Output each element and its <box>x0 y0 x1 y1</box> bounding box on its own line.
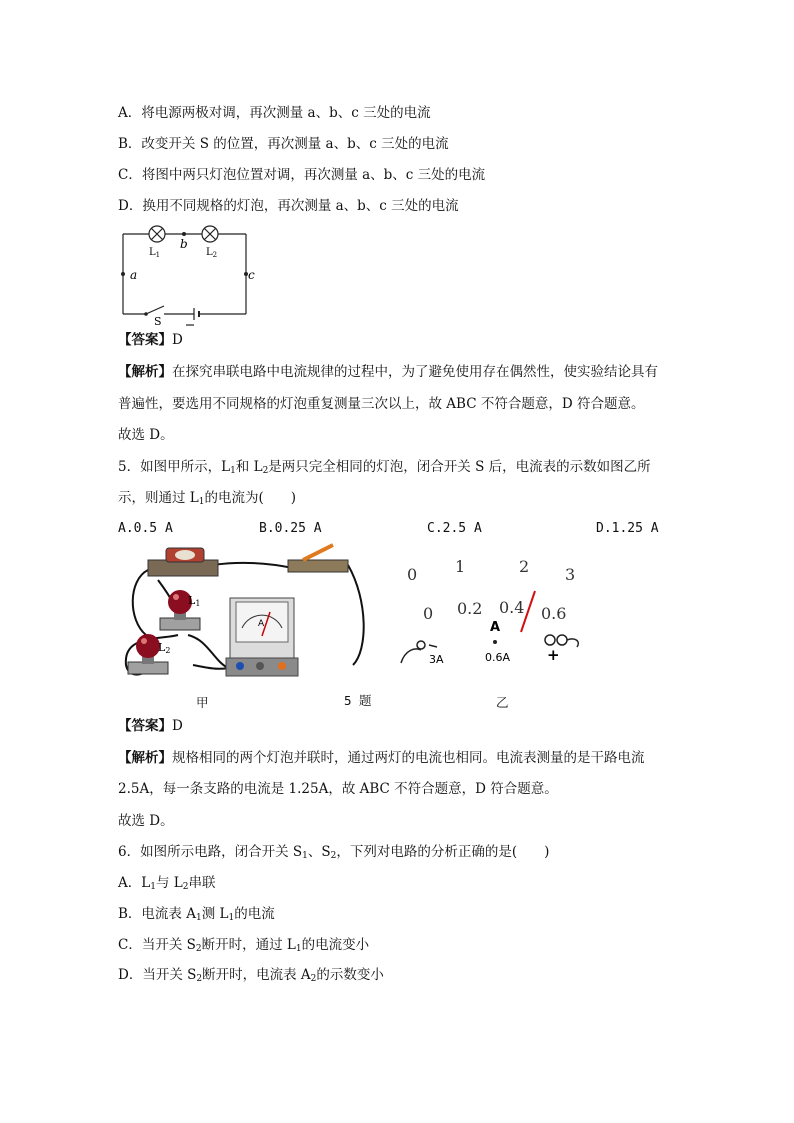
q6-option-a: A．$L_1$与 $L_2$串联 <box>118 875 216 892</box>
q4-option-b: B．改变开关 S 的位置，再次测量 a、b、c 三处的电流 <box>118 136 449 152</box>
q5-option-c: C.2.5 A <box>427 521 482 536</box>
q5-analysis-line1: 【解析】规格相同的两个灯泡并联时，通过两灯的电流也相同。电流表测量的是干路电流 <box>118 750 645 766</box>
q5-answer: 【答案】D <box>118 718 183 734</box>
svg-text:S: S <box>154 315 162 327</box>
figure-caption-yi: 乙 <box>496 695 509 710</box>
svg-text:0: 0 <box>423 604 434 623</box>
figure-caption-jia: 甲 <box>196 695 209 710</box>
q4-analysis-line2: 普遍性，要选用不同规格的灯泡重复测量三次以上，故 ABC 不符合题意，D 符合题意。 <box>118 396 645 412</box>
q5-option-b: B.0.25 A <box>259 521 322 536</box>
svg-text:0.2: 0.2 <box>457 599 483 618</box>
q5-stem-line2: 示，则通过 $L_1$的电流为( ) <box>118 490 297 507</box>
q4-option-c: C．将图中两只灯泡位置对调，再次测量 a、b、c 三处的电流 <box>118 167 486 183</box>
q6-stem: 6．如图所示电路，闭合开关 $S_1$、$S_2$，下列对电路的分析正确的是( ) <box>118 844 550 861</box>
svg-text:b: b <box>180 237 188 251</box>
series-circuit-diagram <box>118 222 268 327</box>
svg-text:3: 3 <box>565 565 576 584</box>
parallel-circuit-photo <box>118 540 368 690</box>
svg-text:c: c <box>248 268 255 282</box>
svg-text:2: 2 <box>519 557 530 576</box>
svg-text:0: 0 <box>407 565 418 584</box>
q5-option-a: A.0.5 A <box>118 521 173 536</box>
q5-conclusion: 故选 D。 <box>118 813 174 829</box>
q4-conclusion: 故选 D。 <box>118 427 174 443</box>
svg-text:L1: $L_1$ <box>149 247 161 259</box>
q4-option-d: D．换用不同规格的灯泡，再次测量 a、b、c 三处的电流 <box>118 198 459 214</box>
svg-text:+: + <box>547 646 560 664</box>
svg-text:1: 1 <box>455 557 466 576</box>
q6-option-b: B．电流表 $A_1$测 $L_1$的电流 <box>118 906 275 923</box>
svg-text:L2: L2 <box>158 641 171 655</box>
svg-text:a: a <box>130 268 138 282</box>
parallel-circuit-illustration <box>118 540 368 690</box>
q5-analysis-line2: 2.5A，每一条支路的电流是 1.25A，故 ABC 不符合题意，D 符合题意。 <box>118 781 558 797</box>
svg-text:0.6A: 0.6A <box>485 651 511 664</box>
q6-option-d: D．当开关 $S_2$断开时，电流表 $A_2$的示数变小 <box>118 967 384 984</box>
svg-text:A: A <box>258 619 265 629</box>
figure-number: 5 题 <box>344 693 372 708</box>
svg-text:L2: $L_2$ <box>206 247 218 259</box>
svg-text:0.6: 0.6 <box>541 604 567 623</box>
q4-answer: 【答案】D <box>118 332 183 348</box>
q5-option-d: D.1.25 A <box>596 521 659 536</box>
ammeter-dial <box>395 555 615 675</box>
svg-text:A: A <box>490 620 501 635</box>
svg-text:3A: 3A <box>429 653 444 666</box>
q5-stem-line1: 5．如图甲所示，$L_1$和 $L_2$是两只完全相同的灯泡，闭合开关 S 后，电流表的示数如图乙所 <box>118 459 651 476</box>
series-circuit-figure <box>118 222 268 327</box>
q4-analysis-line1: 【解析】在探究串联电路中电流规律的过程中，为了避免使用存在偶然性，使实验结论具有 <box>118 364 658 380</box>
svg-text:0.4: 0.4 <box>499 598 525 617</box>
q6-option-c: C．当开关 $S_2$断开时，通过 $L_1$的电流变小 <box>118 937 370 954</box>
ammeter-dial-figure <box>395 555 615 675</box>
svg-text:L1: L1 <box>188 594 201 608</box>
q4-option-a: A．将电源两极对调，再次测量 a、b、c 三处的电流 <box>118 105 431 121</box>
